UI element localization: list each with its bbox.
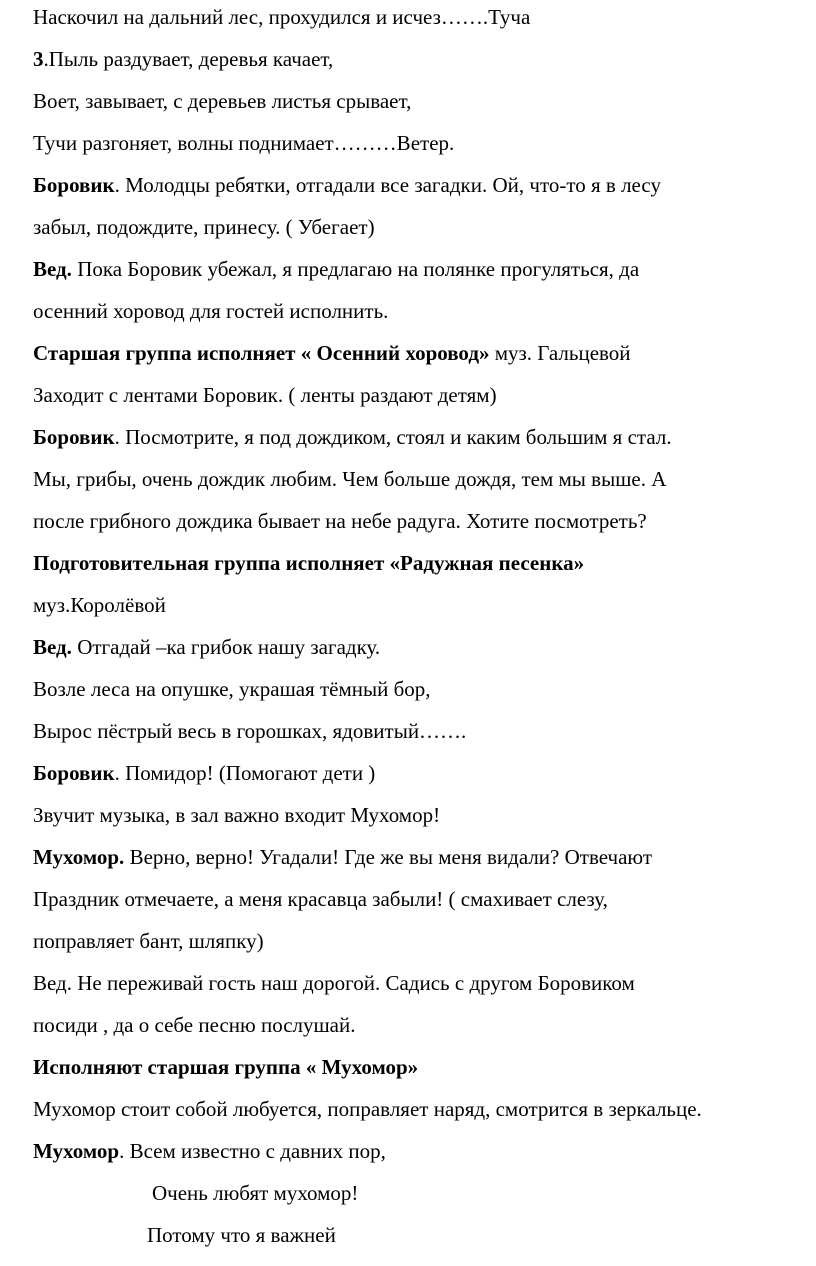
text-run: Очень любят мухомор!	[152, 1181, 359, 1205]
text-run: Верно, верно! Угадали! Где же вы меня видали? Отвечают	[124, 845, 653, 869]
bold-text-run: Боровик	[33, 173, 115, 197]
text-line	[33, 4, 530, 30]
text-run: Мы, грибы, очень дождик любим. Чем больше дождя, тем мы выше. А	[33, 467, 667, 491]
text-run: Заходит с лентами Боровик. ( ленты раздают детям)	[33, 383, 497, 407]
text-line	[33, 928, 264, 954]
text-line	[33, 340, 631, 366]
text-line	[33, 1096, 702, 1122]
text-run: . Всем известно с давних пор,	[119, 1139, 386, 1163]
text-line	[33, 760, 375, 786]
text-line	[33, 718, 466, 744]
text-run: Наскочил на дальний лес, прохудился и исчез…….Туча	[33, 5, 531, 29]
bold-text-run: Мухомор	[33, 1139, 120, 1163]
text-run: осенний хоровод для гостей исполнить.	[33, 299, 389, 323]
text-line	[33, 1138, 386, 1164]
bold-text-run: Старшая группа исполняет « Осенний хоровод»	[33, 341, 490, 365]
text-line	[33, 382, 497, 408]
text-line	[33, 550, 584, 576]
text-run: Тучи разгоняет, волны поднимает………Ветер.	[33, 131, 455, 155]
text-line	[33, 172, 661, 198]
text-line	[33, 424, 672, 450]
text-line	[33, 844, 652, 870]
text-run: Вырос пёстрый весь в горошках, ядовитый…….	[33, 719, 467, 743]
text-run: муз.Королёвой	[33, 593, 166, 617]
bold-text-run: Вед.	[33, 257, 72, 281]
text-line	[152, 1180, 358, 1206]
text-run: Отгадай –ка грибок нашу загадку.	[71, 635, 381, 659]
text-line	[33, 802, 440, 828]
text-line	[33, 1012, 356, 1038]
text-line	[33, 676, 431, 702]
text-line	[33, 88, 411, 114]
text-line	[33, 592, 166, 618]
bold-text-run: Боровик	[33, 761, 115, 785]
text-run: забыл, подождите, принесу. ( Убегает)	[33, 215, 375, 239]
text-run: Праздник отмечаете, а меня красавца забыли! ( смахивает слезу,	[33, 887, 608, 911]
text-line	[33, 634, 380, 660]
text-run: Потому что я важней	[147, 1223, 336, 1247]
bold-text-run: Вед.	[33, 635, 72, 659]
text-line	[147, 1222, 336, 1248]
text-line	[33, 1054, 418, 1080]
bold-text-run: Боровик	[33, 425, 115, 449]
text-run: .Пыль раздувает, деревья качает,	[43, 47, 334, 71]
text-run: Звучит музыка, в зал важно входит Мухомор!	[33, 803, 441, 827]
text-line	[33, 130, 454, 156]
text-run: посиди , да о себе песню послушай.	[33, 1013, 356, 1037]
text-run: . Посмотрите, я под дождиком, стоял и каким большим я стал.	[114, 425, 672, 449]
text-run: поправляет бант, шляпку)	[33, 929, 264, 953]
text-line	[33, 508, 647, 534]
text-run: . Молодцы ребятки, отгадали все загадки. Ой, что-то я в лесу	[114, 173, 661, 197]
bold-text-run: 3	[33, 47, 44, 71]
text-line	[33, 46, 333, 72]
bold-text-run: Исполняют старшая группа « Мухомор»	[33, 1055, 419, 1079]
text-run: муз. Гальцевой	[489, 341, 631, 365]
text-line	[33, 886, 608, 912]
text-line	[33, 298, 388, 324]
text-run: Возле леса на опушке, украшая тёмный бор,	[33, 677, 431, 701]
bold-text-run: Подготовительная группа исполняет «Радужная песенка»	[33, 551, 585, 575]
text-run: после грибного дождика бывает на небе радуга. Хотите посмотреть?	[33, 509, 647, 533]
text-line	[33, 466, 666, 492]
text-line	[33, 256, 639, 282]
text-run: . Помидор! (Помогают дети )	[114, 761, 376, 785]
text-line	[33, 970, 635, 996]
text-run: Воет, завывает, с деревьев листья срывает,	[33, 89, 412, 113]
text-line	[33, 214, 375, 240]
text-run: Вед. Не переживай гость наш дорогой. Садись с другом Боровиком	[33, 971, 635, 995]
bold-text-run: Мухомор.	[33, 845, 125, 869]
text-run: Пока Боровик убежал, я предлагаю на полянке прогуляться, да	[71, 257, 640, 281]
text-run: Мухомор стоит собой любуется, поправляет наряд, смотрится в зеркальце.	[33, 1097, 702, 1121]
